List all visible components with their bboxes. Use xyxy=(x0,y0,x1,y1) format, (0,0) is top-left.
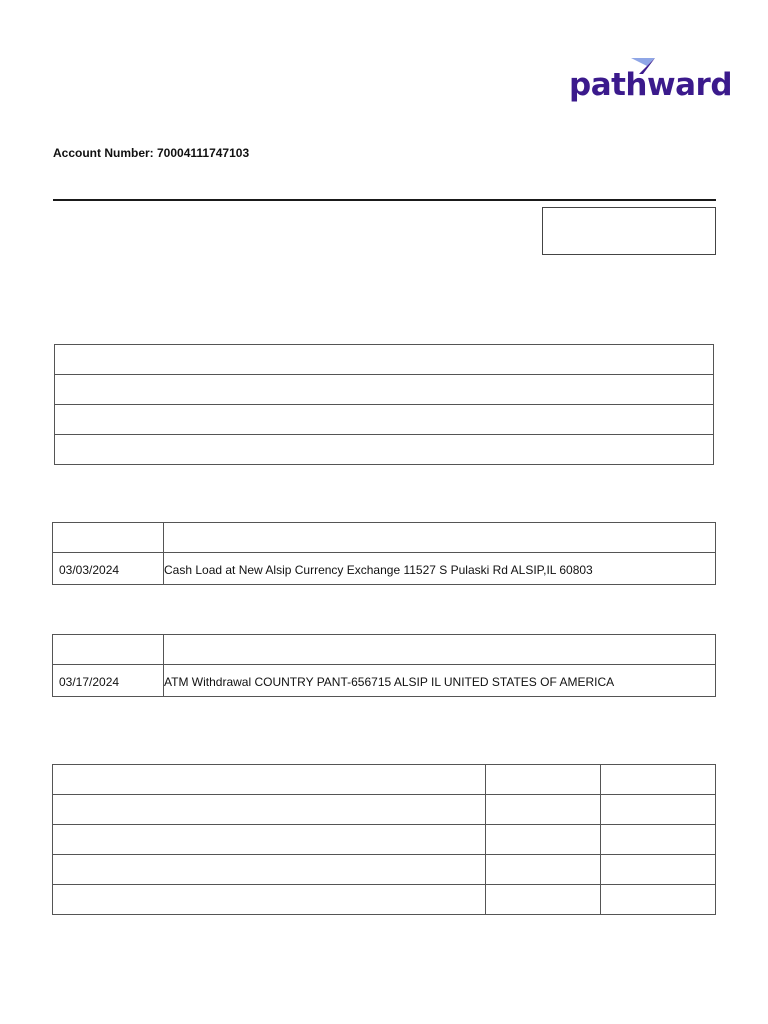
table-row xyxy=(55,375,714,405)
table-row xyxy=(55,405,714,435)
table-row xyxy=(53,765,716,795)
pathward-logo xyxy=(566,52,733,116)
transaction-date: 03/17/2024 xyxy=(53,665,164,697)
transaction-description: Cash Load at New Alsip Currency Exchange 11527 S Pulaski Rd ALSIP,IL 60803 xyxy=(164,553,716,585)
table-header-row xyxy=(53,635,716,665)
table-row xyxy=(53,825,716,855)
table-row xyxy=(53,665,716,697)
table-row xyxy=(53,855,716,885)
summary-table xyxy=(54,344,714,465)
account-number: Account Number: 70004111747103 xyxy=(53,146,250,160)
table-row xyxy=(55,345,714,375)
transaction-date: 03/03/2024 xyxy=(53,553,164,585)
table-header-row xyxy=(53,523,716,553)
table-row xyxy=(55,435,714,465)
table-row xyxy=(53,795,716,825)
table-row xyxy=(53,885,716,915)
withdrawals-table xyxy=(52,634,716,697)
summary-box xyxy=(542,207,716,255)
balance-table xyxy=(52,764,716,915)
transaction-description: ATM Withdrawal COUNTRY PANT-656715 ALSIP IL UNITED STATES OF AMERICA xyxy=(164,665,716,697)
deposits-table xyxy=(52,522,716,585)
table-row xyxy=(53,553,716,585)
logo-wordmark: pathward xyxy=(569,67,733,103)
header-divider xyxy=(53,199,716,201)
